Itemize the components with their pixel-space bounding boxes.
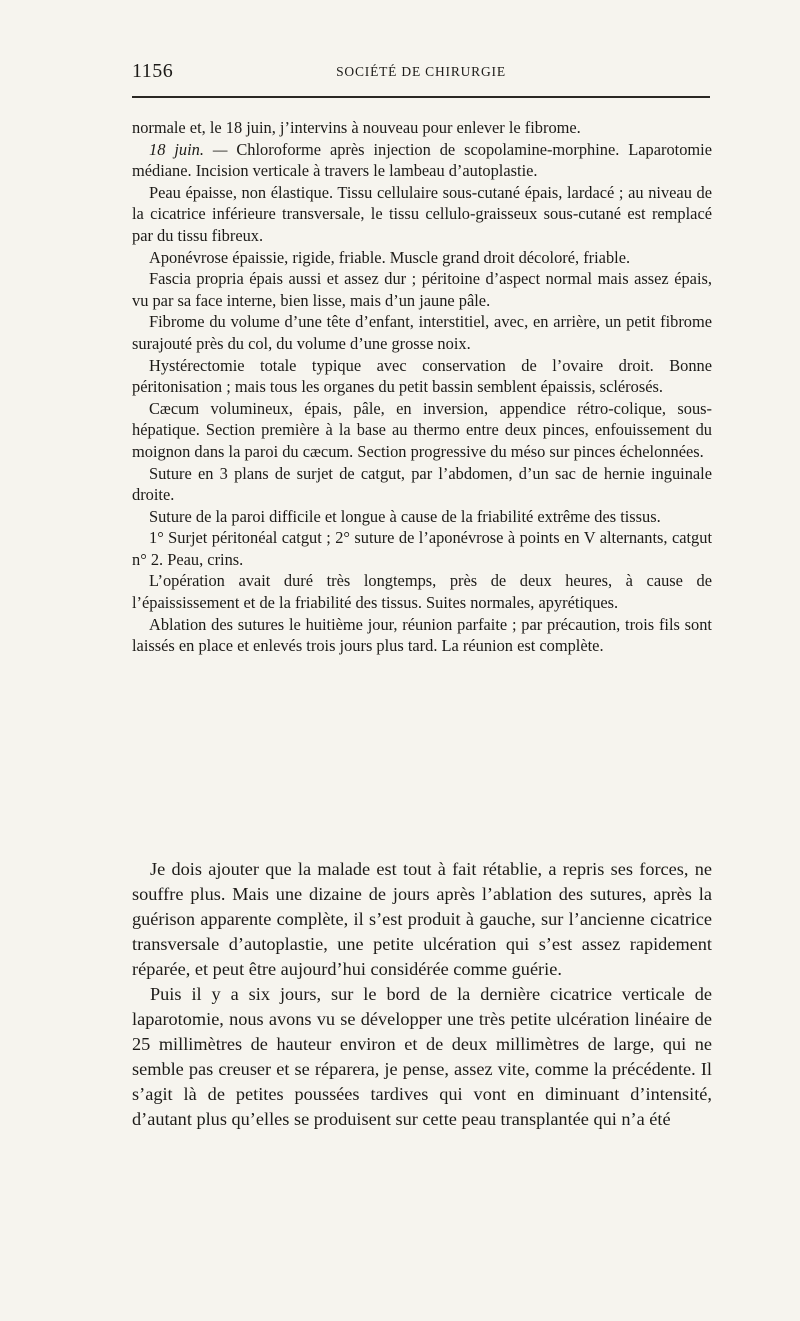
paragraph: Je dois ajouter que la malade est tout à fait rétablie, a repris ses forces, ne souffre plus. Mais une dizaine de jours après l’ablation des sutures, après la guérison apparente complète, il s’est produit à gauche, sur l’ancienne cicatrice transversale d’autoplastie, une petite ulcération qui s’est assez rapidement réparée, et peut être aujourd’hui considérée comme guérie. — [132, 859, 712, 979]
paragraph: Cæcum volumineux, épais, pâle, en inversion, appendice rétro-colique, sous-hépatique. Section première à la base au thermo entre deux pinces, enfouissement du moignon dans la paroi du cæcum. Section progressive du méso sur pinces échelonnées. — [132, 398, 712, 461]
paragraph: L’opération avait duré très longtemps, près de deux heures, à cause de l’épaississement et de la friabilité des tissus. Suites normales, apyrétiques. — [132, 571, 712, 613]
header-rule — [132, 96, 710, 98]
commentary-section — [132, 857, 712, 1132]
case-report-section — [132, 117, 712, 657]
paragraph-text: Chloroforme après injection de scopolamine-morphine. Laparotomie médiane. Incision verticale à travers le lambeau d’autoplastie. — [132, 139, 713, 181]
paragraph: Peau épaisse, non élastique. Tissu cellulaire sous-cutané épais, lardacé ; au niveau de la cicatrice inférieure transversale, le tissu cellulo-graisseux sous-cutané est remplacé par du tissu fibreux. — [132, 182, 712, 245]
page-number: 1156 — [132, 60, 174, 82]
paragraph-dated — [132, 139, 712, 182]
running-title: SOCIÉTÉ DE CHIRURGIE — [336, 64, 506, 79]
paragraph: Suture en 3 plans de surjet de catgut, par l’abdomen, d’un sac de hernie inguinale droite. — [132, 463, 712, 505]
paragraph: Fascia propria épais aussi et assez dur ; péritoine d’aspect normal mais assez épais, vu par sa face interne, bien lisse, mais d’un jaune pâle. — [132, 269, 712, 310]
paragraph: Ablation des sutures le huitième jour, réunion parfaite ; par précaution, trois fils sont laissés en place et enlevés trois jours plus tard. La réunion est complète. — [132, 614, 712, 656]
paragraph: normale et, le 18 juin, j’intervins à nouveau pour enlever le fibrome. — [132, 118, 581, 137]
paragraph: 1° Surjet péritonéal catgut ; 2° suture de l’aponévrose à points en V alternants, catgut n° 2. Peau, crins. — [132, 528, 712, 569]
paragraph: Aponévrose épaissie, rigide, friable. Muscle grand droit décoloré, friable. — [149, 247, 631, 267]
paragraph: Hystérectomie totale typique avec conservation de l’ovaire droit. Bonne péritonisation ; mais tous les organes du petit bassin semblent épaissis, sclérosés. — [132, 355, 712, 397]
paragraph: Fibrome du volume d’une tête d’enfant, interstitiel, avec, en arrière, un petit fibrome surajouté près du col, du volume d’une grosse noix. — [132, 312, 712, 353]
paragraph: Suture de la paroi difficile et longue à cause de la friabilité extrême des tissus. — [149, 506, 661, 526]
date-label: 18 juin. — — [149, 139, 228, 159]
paragraph: Puis il y a six jours, sur le bord de la dernière cicatrice verticale de laparotomie, nous avons vu se développer une très petite ulcération linéaire de 25 millimètres de hauteur environ et de deux millimètres de large, qui ne semble pas creuser et se réparera, je pense, assez vite, comme la précédente. Il s’agit là de petites poussées tardives qui vont en diminuant d’intensité, d’autant plus qu’elles se produisent sur cette peau transplantée qui n’a été — [132, 984, 712, 1129]
page-header — [132, 60, 710, 88]
